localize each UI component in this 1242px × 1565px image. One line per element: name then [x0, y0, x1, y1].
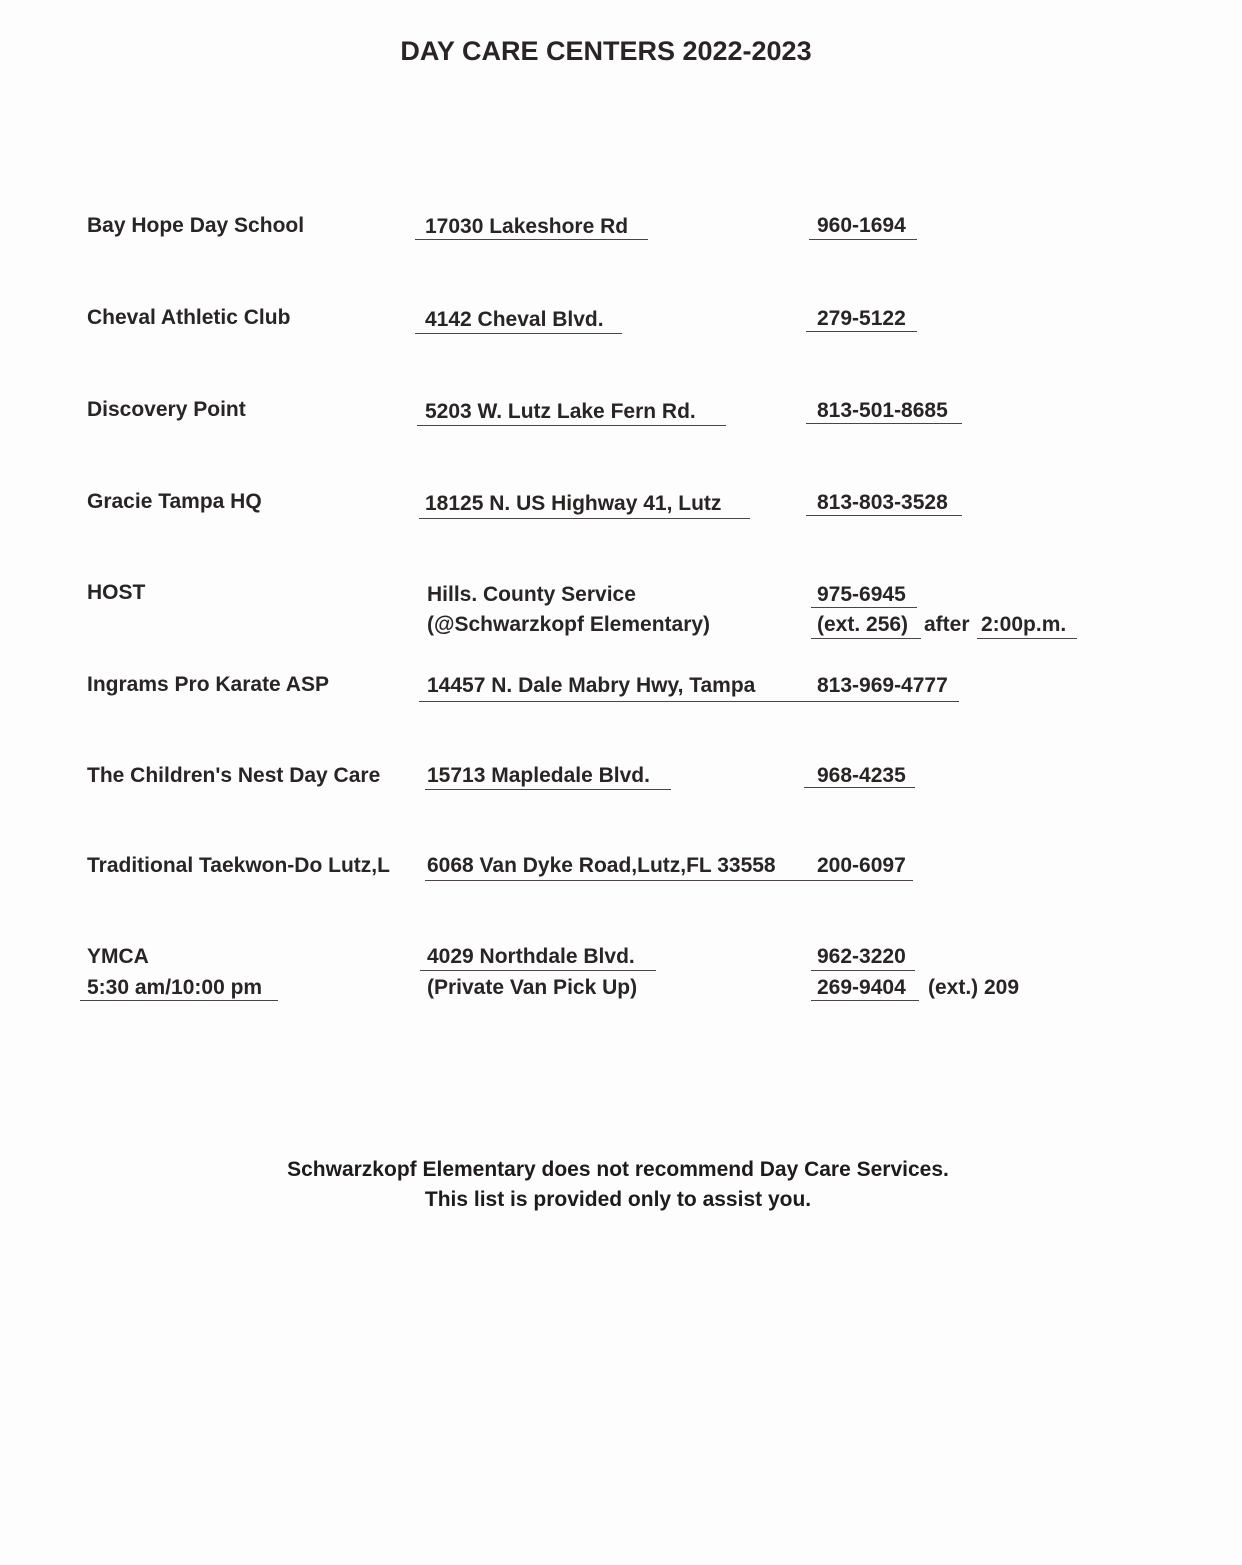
center-phone: 975-6945: [817, 583, 906, 606]
phone-underline: [804, 787, 915, 788]
center-phone: 962-3220: [817, 945, 906, 968]
center-address: 6068 Van Dyke Road,Lutz,FL 33558: [427, 854, 776, 877]
center-phone: 200-6097: [817, 854, 906, 877]
center-address: 17030 Lakeshore Rd: [425, 215, 629, 238]
address-underline: [419, 518, 750, 519]
center-address: 18125 N. US Highway 41, Lutz: [425, 492, 722, 515]
page-title: DAY CARE CENTERS 2022-2023: [400, 36, 812, 66]
center-phone-2: 269-9404: [817, 976, 906, 999]
center-phone: 813-969-4777: [817, 674, 948, 697]
address-underline: [415, 333, 622, 334]
center-name: HOST: [87, 581, 146, 604]
address-underline: [417, 425, 726, 426]
center-address-line2: (Private Van Pick Up): [427, 976, 638, 999]
center-phone: 960-1694: [817, 214, 906, 237]
center-address: 15713 Mapledale Blvd.: [427, 764, 650, 787]
address-underline: [425, 880, 812, 881]
center-name: Discovery Point: [87, 398, 246, 421]
disclaimer-line-2: This list is provided only to assist you.: [424, 1188, 812, 1211]
center-address: 4142 Cheval Blvd.: [425, 308, 604, 331]
center-hours: 5:30 am/10:00 pm: [87, 976, 263, 999]
center-address: Hills. County Service: [427, 583, 636, 606]
center-phone: 813-803-3528: [817, 491, 948, 514]
after-time: 2:00p.m.: [981, 613, 1067, 636]
center-phone: 279-5122: [817, 307, 906, 330]
center-phone: 968-4235: [817, 764, 906, 787]
center-name: Cheval Athletic Club: [87, 306, 291, 329]
center-address: 14457 N. Dale Mabry Hwy, Tampa: [427, 674, 756, 697]
center-name: The Children's Nest Day Care: [87, 764, 381, 787]
center-address-line2: (@Schwarzkopf Elementary): [427, 613, 711, 636]
phone2-underline: [811, 1000, 919, 1001]
center-name: YMCA: [87, 945, 149, 968]
address-underline: [419, 701, 815, 702]
after-label: after: [924, 613, 970, 636]
disclaimer-line-1: Schwarzkopf Elementary does not recommend Day Care Services.: [287, 1158, 949, 1181]
center-name: Traditional Taekwon-Do Lutz,L: [87, 854, 390, 877]
center-address: 5203 W. Lutz Lake Fern Rd.: [425, 400, 696, 423]
extension-underline: [811, 638, 921, 639]
center-name: Bay Hope Day School: [87, 214, 305, 237]
phone-underline: [811, 970, 915, 971]
phone-underline: [806, 423, 962, 424]
phone-underline: [815, 701, 959, 702]
phone-extension: (ext. 256): [817, 613, 909, 636]
hours-underline: [80, 1000, 278, 1001]
center-address: 4029 Northdale Blvd.: [427, 945, 635, 968]
address-underline: [420, 970, 656, 971]
address-underline: [415, 239, 648, 240]
phone-extension: (ext.) 209: [928, 976, 1020, 999]
address-underline: [425, 789, 671, 790]
center-name: Gracie Tampa HQ: [87, 490, 262, 513]
center-name: Ingrams Pro Karate ASP: [87, 673, 329, 696]
phone-underline: [806, 515, 962, 516]
phone-underline: [806, 331, 917, 332]
phone-underline: [809, 239, 917, 240]
disclaimer: [0, 1155, 1236, 1215]
center-phone: 813-501-8685: [817, 399, 948, 422]
phone-underline: [811, 607, 917, 608]
time-underline: [977, 638, 1077, 639]
phone-underline: [812, 880, 913, 881]
